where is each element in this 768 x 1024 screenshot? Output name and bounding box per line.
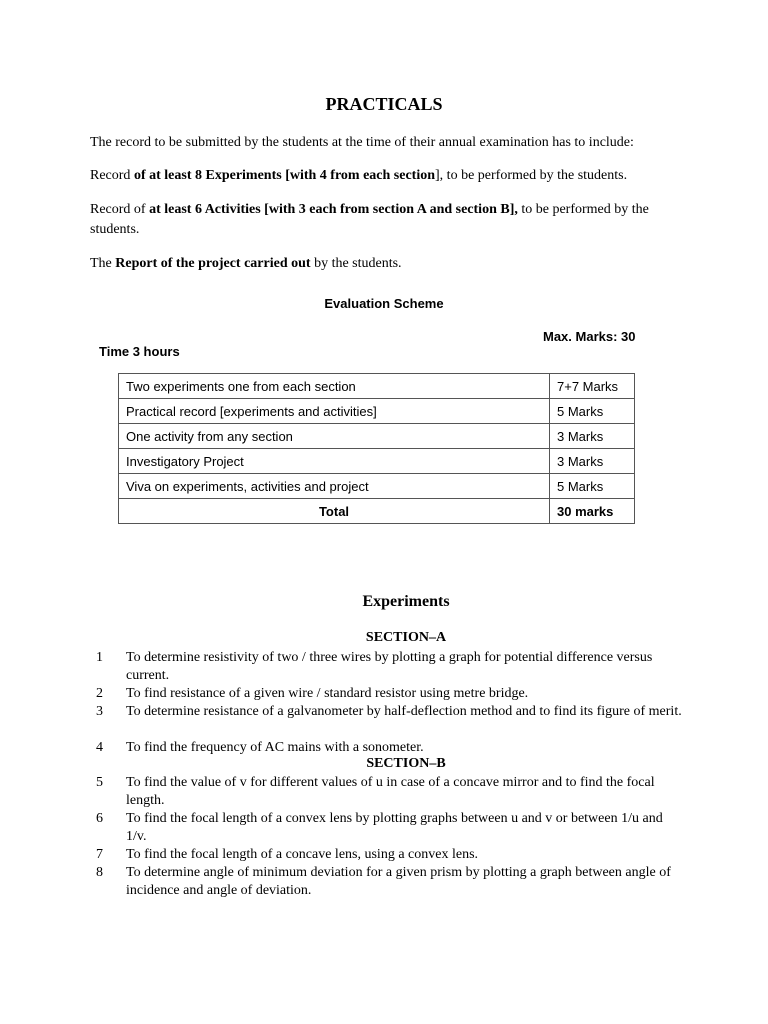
evaluation-marks: 5 Marks — [550, 474, 635, 499]
bold-run: at least 6 Activities [with 3 each from section A and section B], — [149, 202, 518, 217]
evaluation-item: Practical record [experiments and activities] — [119, 399, 550, 424]
table-row — [119, 374, 635, 399]
experiment-text: To find the focal length of a concave lens, using a convex lens. — [126, 847, 479, 862]
evaluation-marks: 5 Marks — [550, 399, 635, 424]
experiment-number: 5 — [96, 775, 103, 790]
evaluation-marks: 7+7 Marks — [550, 374, 635, 399]
experiment-number: 1 — [96, 650, 103, 665]
experiment-number: 7 — [96, 847, 103, 862]
time-label: Time 3 hours — [99, 344, 180, 359]
experiment-text: To determine resistivity of two / three wires by plotting a graph for potential difference versus current. — [126, 650, 653, 683]
experiment-number: 8 — [96, 865, 103, 880]
total-label: Total — [119, 499, 550, 524]
evaluation-item: Two experiments one from each section — [119, 374, 550, 399]
section-b-heading: SECTION–B — [366, 756, 446, 771]
record-experiments-paragraph — [90, 166, 685, 186]
experiment-text: To find the value of v for different values of u in case of a concave mirror and to find the focal length. — [126, 775, 655, 808]
table-row — [119, 449, 635, 474]
bold-run: Report of the project carried out — [115, 256, 311, 271]
experiment-number: 3 — [96, 704, 103, 719]
evaluation-scheme-title: Evaluation Scheme — [324, 296, 444, 311]
table-row — [119, 424, 635, 449]
section-a-heading: SECTION–A — [365, 630, 447, 645]
evaluation-marks: 3 Marks — [550, 424, 635, 449]
experiment-number: 6 — [96, 811, 103, 826]
text-run: ], to be performed by the students. — [435, 168, 628, 183]
page-title: PRACTICALS — [325, 94, 443, 114]
experiment-text: To find the focal length of a convex lens by plotting graphs between u and v or between 1/u and 1/v. — [126, 811, 663, 844]
project-report-paragraph — [90, 254, 685, 274]
table-row — [119, 399, 635, 424]
evaluation-item: Investigatory Project — [119, 449, 550, 474]
text-run: Record of — [90, 202, 150, 217]
evaluation-item: One activity from any section — [119, 424, 550, 449]
text-run: Record — [90, 168, 134, 183]
intro-paragraph: The record to be submitted by the students at the time of their annual examination has to include: — [90, 135, 634, 150]
experiment-text: To find resistance of a given wire / standard resistor using metre bridge. — [126, 686, 529, 701]
bold-run: of at least 8 Experiments [with 4 from each section — [133, 168, 436, 183]
record-activities-paragraph — [90, 200, 685, 240]
experiment-text: To find the frequency of AC mains with a sonometer. — [126, 740, 424, 755]
experiment-number: 2 — [96, 686, 103, 701]
text-run: to be performed by the students. — [90, 202, 649, 237]
experiments-heading: Experiments — [362, 593, 450, 610]
total-marks: 30 marks — [550, 499, 635, 524]
evaluation-item: Viva on experiments, activities and project — [119, 474, 550, 499]
max-marks-label: Max. Marks: 30 — [543, 329, 636, 344]
evaluation-table — [118, 373, 635, 524]
total-row — [119, 499, 635, 524]
text-run: by the students. — [310, 256, 402, 271]
text-run: The — [90, 256, 116, 271]
table-row — [119, 474, 635, 499]
experiment-text: To determine angle of minimum deviation for a given prism by plotting a graph between angle of incidence and angle of deviation. — [126, 865, 671, 898]
evaluation-marks: 3 Marks — [550, 449, 635, 474]
experiment-text: To determine resistance of a galvanometer by half-deflection method and to find its figure of merit. — [126, 704, 682, 719]
experiment-number: 4 — [96, 740, 103, 755]
